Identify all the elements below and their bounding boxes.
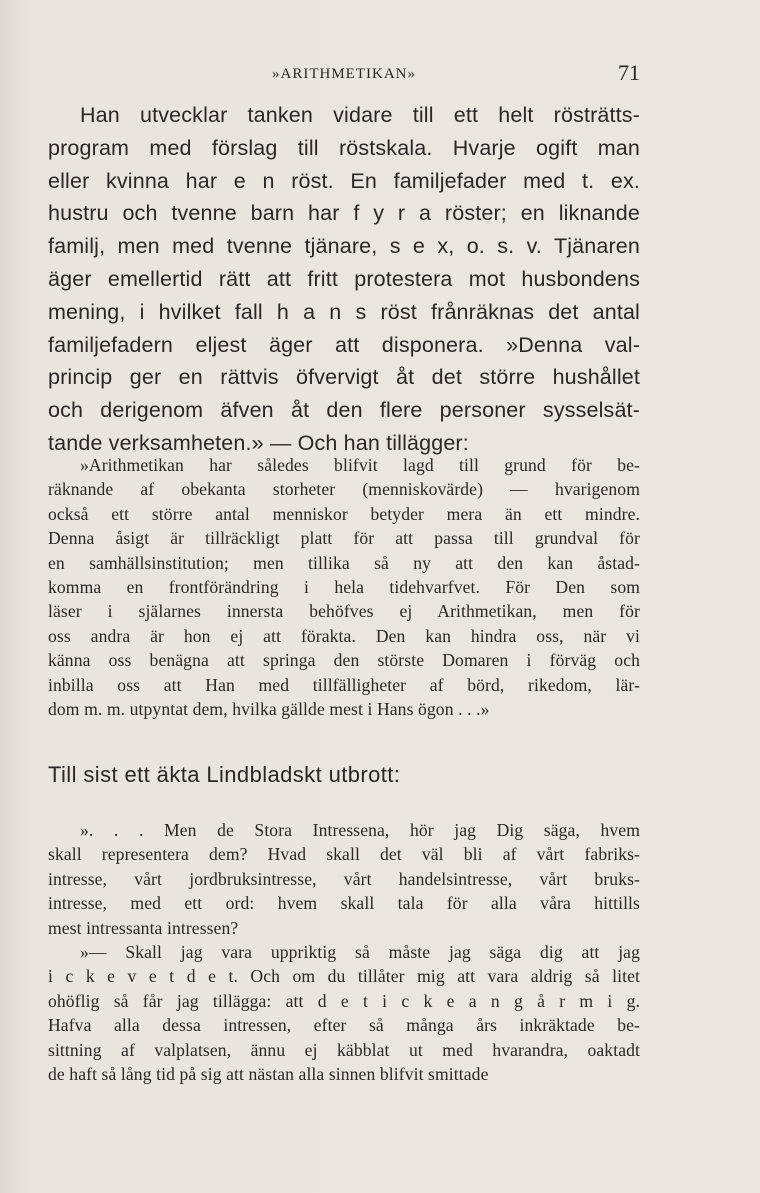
quote-line: i c k e v e t d e t. Och om du tillåter mig att vara aldrig så litet xyxy=(48,966,640,987)
text-line: mening, i hvilket fall h a n s röst frånräknas det antal xyxy=(48,299,640,324)
quote-line: Denna åsigt är tillräckligt platt för att passa till grundval för xyxy=(48,528,640,549)
quote-line: dom m. m. utpyntat dem, hvilka gällde mest i Hans ögon . . .» xyxy=(48,698,490,719)
quote-line: inbilla oss att Han med tillfälligheter af börd, rikedom, lär- xyxy=(48,674,640,695)
text-line: tande verksamheten.» — Och han tillägger: xyxy=(48,430,469,455)
text-line: äger emellertid rätt att fritt protestera mot husbondens xyxy=(48,266,640,291)
page-number: 71 xyxy=(618,60,640,85)
text-line: Han utvecklar tanken vidare till ett helt rösträtts- xyxy=(80,103,640,127)
text-line: familj, men med tvenne tjänare, s e x, o. s. v. Tjänaren xyxy=(48,234,640,259)
quote-line: läser i själarnes innersta behöfves ej Arithmetikan, men för xyxy=(48,601,640,622)
quote-line: mest intressanta intressen? xyxy=(48,917,239,938)
quote-line: komma en frontförändring i hela tidehvarfvet. För Den som xyxy=(48,576,640,597)
quote-line: »Arithmetikan har således blifvit lagd till grund för be- xyxy=(80,455,640,475)
quote-line: ohöflig så får jag tillägga: att d e t i c k e a n g å r m i g. xyxy=(48,990,640,1011)
text-line: princip ger en rättvis öfvervigt åt det större hushållet xyxy=(48,365,640,390)
quote-line: räknande af obekanta storheter (menniskovärde) — hvarigenom xyxy=(48,479,640,500)
quote-line: ». . . Men de Stora Intressena, hör jag Dig säga, hvem xyxy=(80,820,640,840)
quote-line: sittning af valplatsen, ännu ej käbblat ut med hvarandra, oaktadt xyxy=(48,1039,640,1060)
quote-line: känna oss benägna att springa den störste Domaren i förväg och xyxy=(48,650,640,671)
text-line: och derigenom äfven åt den flere personer sysselsät- xyxy=(48,398,640,423)
text-line: program med förslag till röstskala. Hvarje ogift man xyxy=(48,135,640,160)
running-title: »ARITHMETIKAN» xyxy=(272,66,416,82)
quote-2 xyxy=(48,818,640,1086)
text-line: familjefadern eljest äger att disponera. »Denna val- xyxy=(48,332,640,357)
section-heading: Till sist ett äkta Lindbladskt utbrott: xyxy=(48,762,401,787)
quote-line: de haft så lång tid på sig att nästan alla sinnen blifvit smittade xyxy=(48,1063,489,1084)
quote-1 xyxy=(48,453,640,721)
quote-line: också ett större antal menniskor betyder mera än ett mindre. xyxy=(48,503,640,524)
page-header xyxy=(48,60,640,90)
text-line: hustru och tvenne barn har f y r a röster; en liknande xyxy=(48,201,640,226)
quote-line: en samhällsinstitution; men tillika så ny att den kan åstad- xyxy=(48,552,640,573)
quote-line: skall representera dem? Hvad skall det väl bli af vårt fabriks- xyxy=(48,844,640,865)
quote-line: Hafva alla dessa intressen, efter så många års inkräktade be- xyxy=(48,1015,640,1036)
text-line: eller kvinna har e n röst. En familjefader med t. ex. xyxy=(48,168,640,193)
quote-line: intresse, vårt jordbruksintresse, vårt handelsintresse, vårt bruks- xyxy=(48,868,640,889)
quote-line: oss andra är hon ej att förakta. Den kan hindra oss, när vi xyxy=(48,625,640,646)
paragraph-1 xyxy=(48,99,640,460)
quote-line: intresse, med ett ord: hvem skall tala för alla våra hittills xyxy=(48,893,640,914)
quote-line: »— Skall jag vara uppriktig så måste jag säga dig att jag xyxy=(80,941,640,962)
